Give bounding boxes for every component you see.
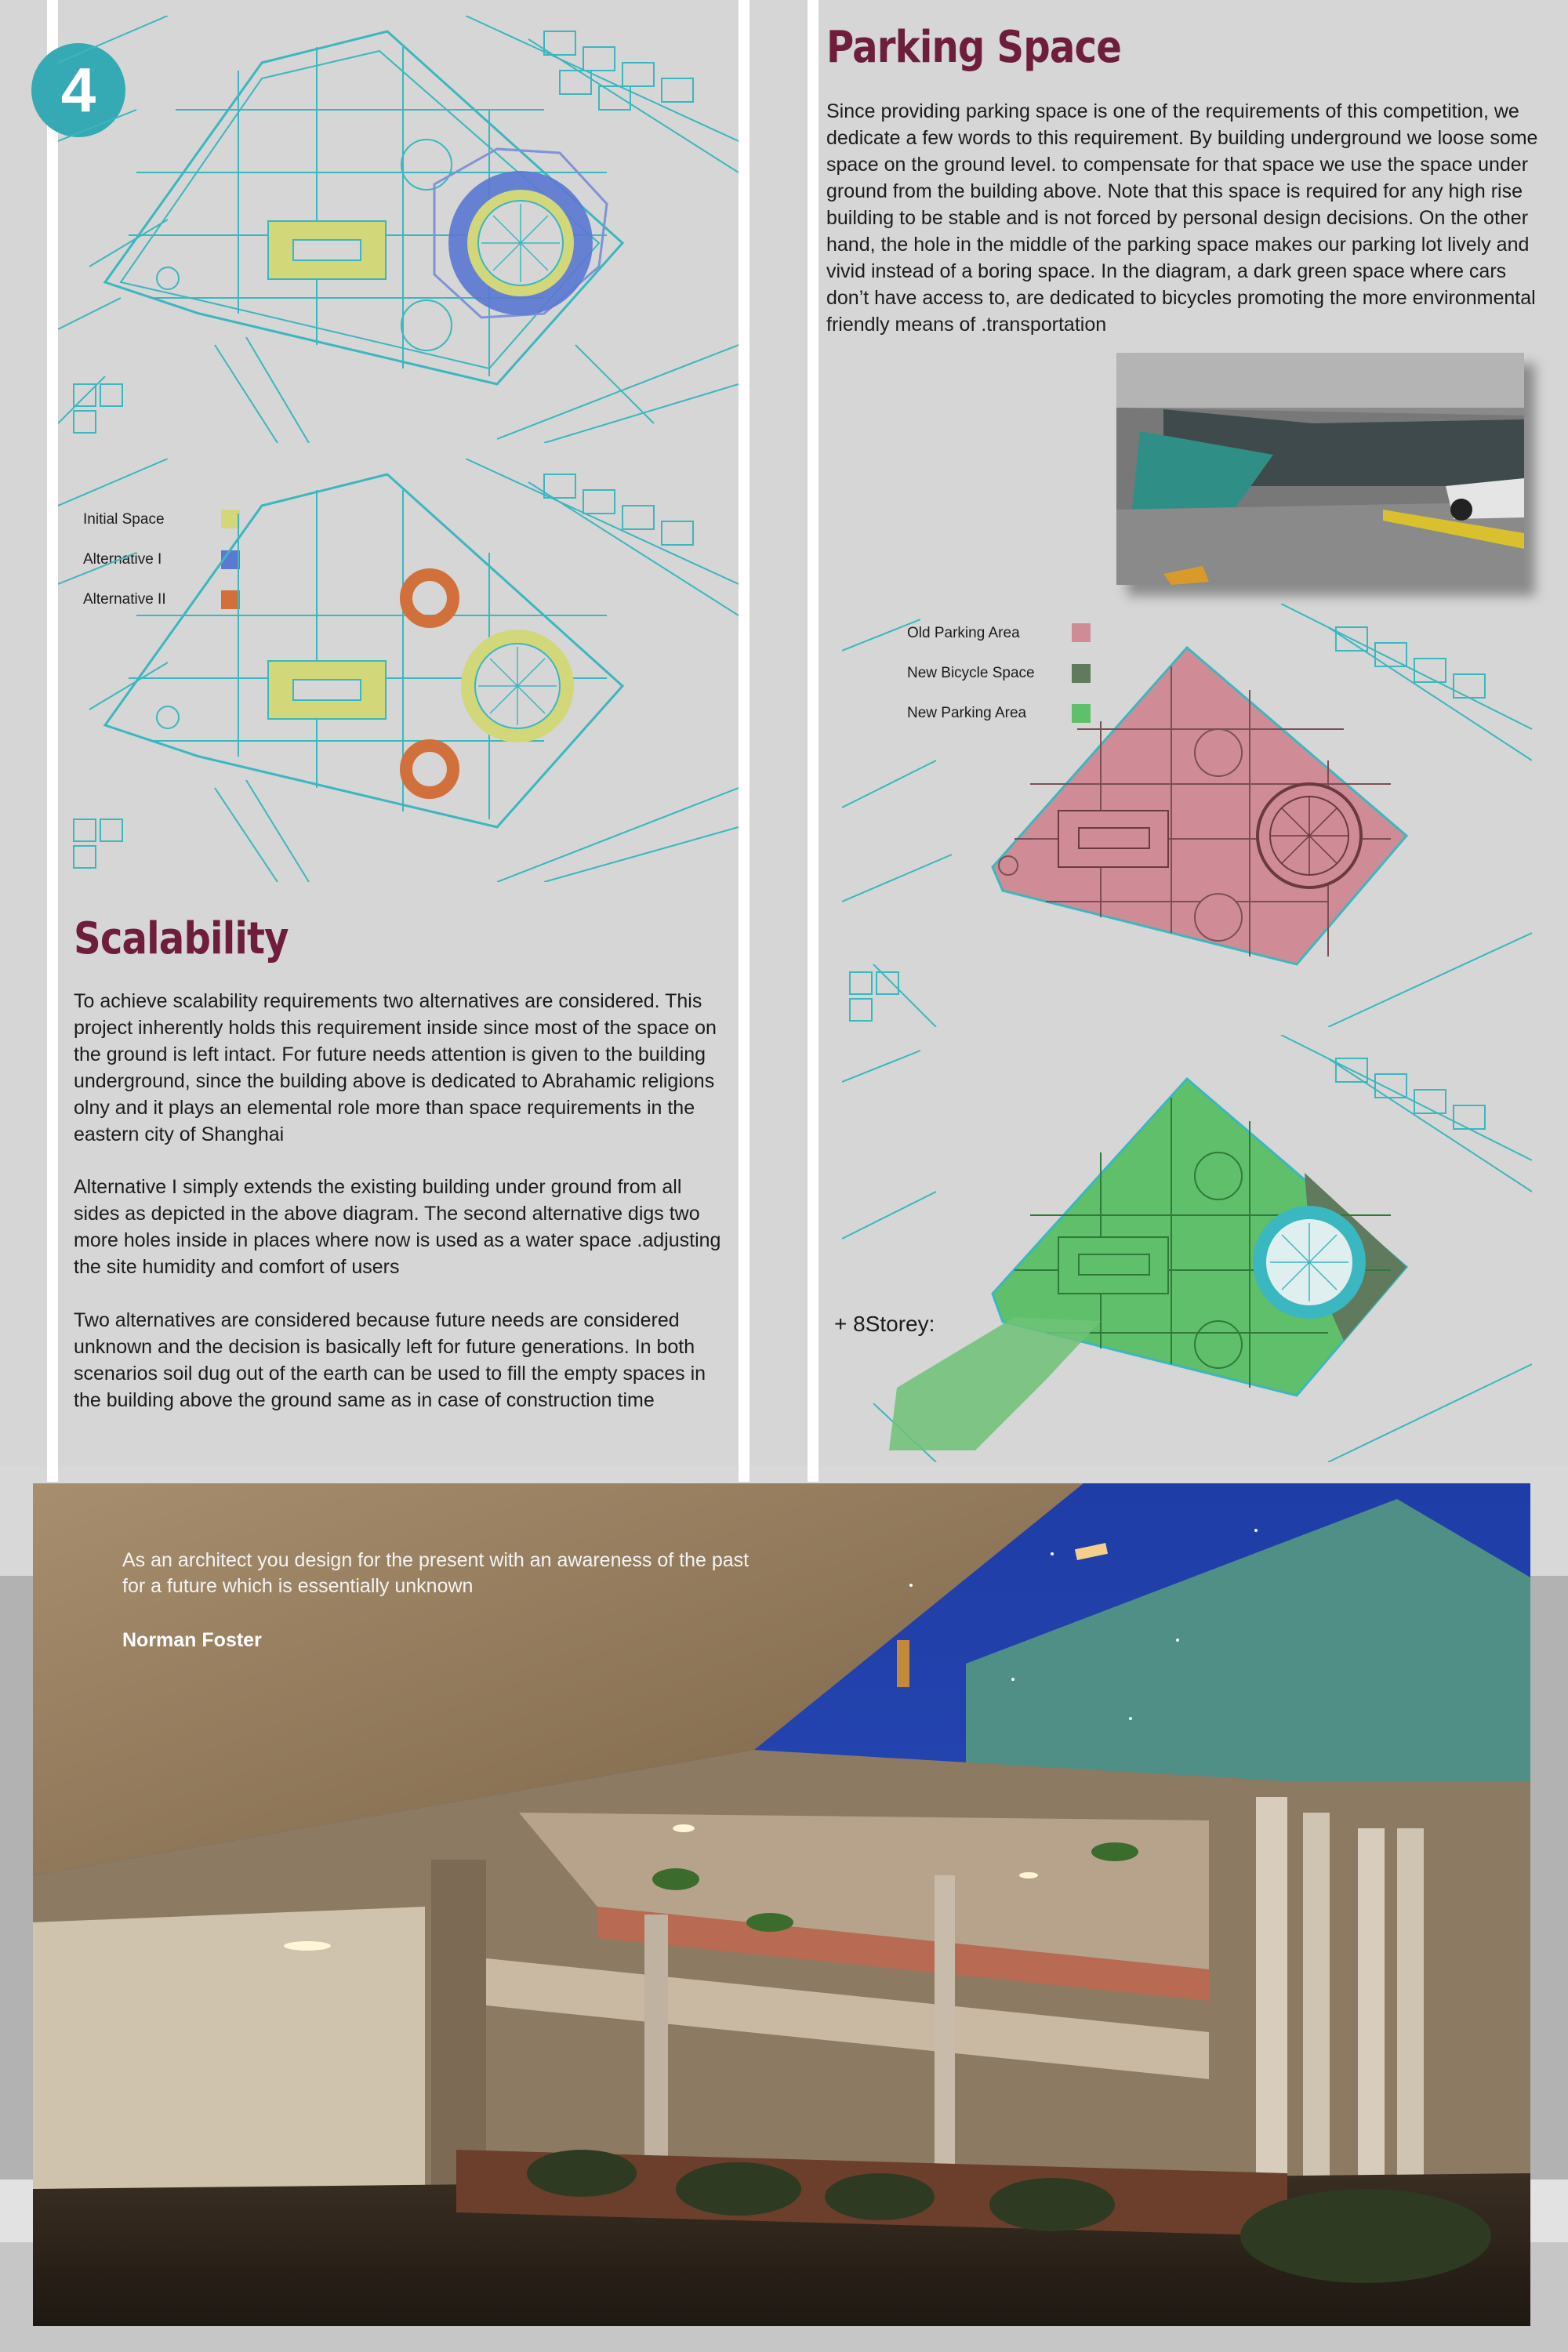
new-parking-plan <box>842 1035 1532 1462</box>
scalability-paragraph-1: To achieve scalability requirements two alternatives are considered. This project inherently holds this requirement inside since most of the space on the ground is left intact. For future needs attention is given to the building underground, since the building above is dedicated to Abrahamic religions olny and it plays an elemental role more than space requirements in the eastern city of Shanghai <box>74 990 717 1145</box>
legend-label-new-bicycle-space: New Bicycle Space <box>907 665 1035 681</box>
storey-label: + 8Storey: <box>834 1312 935 1336</box>
scalability-paragraph-3: Two alternatives are considered because future needs are considered unknown and the decision is basically left for future generations. In both scenarios soil dug out of the earth can be used to fill the empty spaces in the building above the ground same as in case of construction time <box>74 1309 706 1411</box>
interior-render-image <box>33 1483 1530 2326</box>
page-number-badge: 4 <box>31 43 125 137</box>
divider-left <box>47 0 58 1482</box>
parking-paragraph: Since providing parking space is one of the requirements of this competition, we dedicate a few words to this requirement. By building underground we loose some space on the ground level. to compensate for that space we use the space under ground from the building above. Note that this space is required for any high rise building to be stable and is not forced by personal design decisions. On the other hand, the hole in the middle of the parking space makes our parking lot lively and vivid instead of a boring space. In the diagram, a dark green space where cars don’t have access to, are dedicated to bicycles promoting the more environmental friendly means of .transportation <box>826 100 1538 336</box>
quote-text: As an architect you design for the present with an awareness of the past for a future which is essentially unknown <box>122 1549 750 1597</box>
parking-title: Parking Space <box>826 22 1122 73</box>
legend-label-old-parking-area: Old Parking Area <box>907 625 1020 641</box>
legend-label-alternative-two: Alternative II <box>83 591 166 608</box>
legend-label-new-parking-area: New Parking Area <box>907 705 1027 721</box>
quote-author: Norman Foster <box>122 1629 262 1651</box>
divider-center-left <box>739 0 750 1482</box>
site-plan-alternative-one <box>58 16 739 443</box>
scalability-paragraph-2: Alternative I simply extends the existing building under ground from all sides as depicted in the above diagram. The second alternative digs two more holes inside in places where now is used as a water space .adjusting the site humidity and comfort of users <box>74 1176 721 1278</box>
interior-render-drawing <box>33 1483 1530 2326</box>
scalability-title: Scalability <box>74 913 289 964</box>
legend-label-initial-space: Initial Space <box>83 511 165 528</box>
divider-center-right <box>808 0 818 1482</box>
site-plan-alternative-two <box>58 459 739 882</box>
parking-render-image <box>1116 353 1524 585</box>
old-parking-plan <box>842 604 1532 1027</box>
parking-render-drawing <box>1116 353 1524 585</box>
legend-label-alternative-one: Alternative I <box>83 551 162 568</box>
